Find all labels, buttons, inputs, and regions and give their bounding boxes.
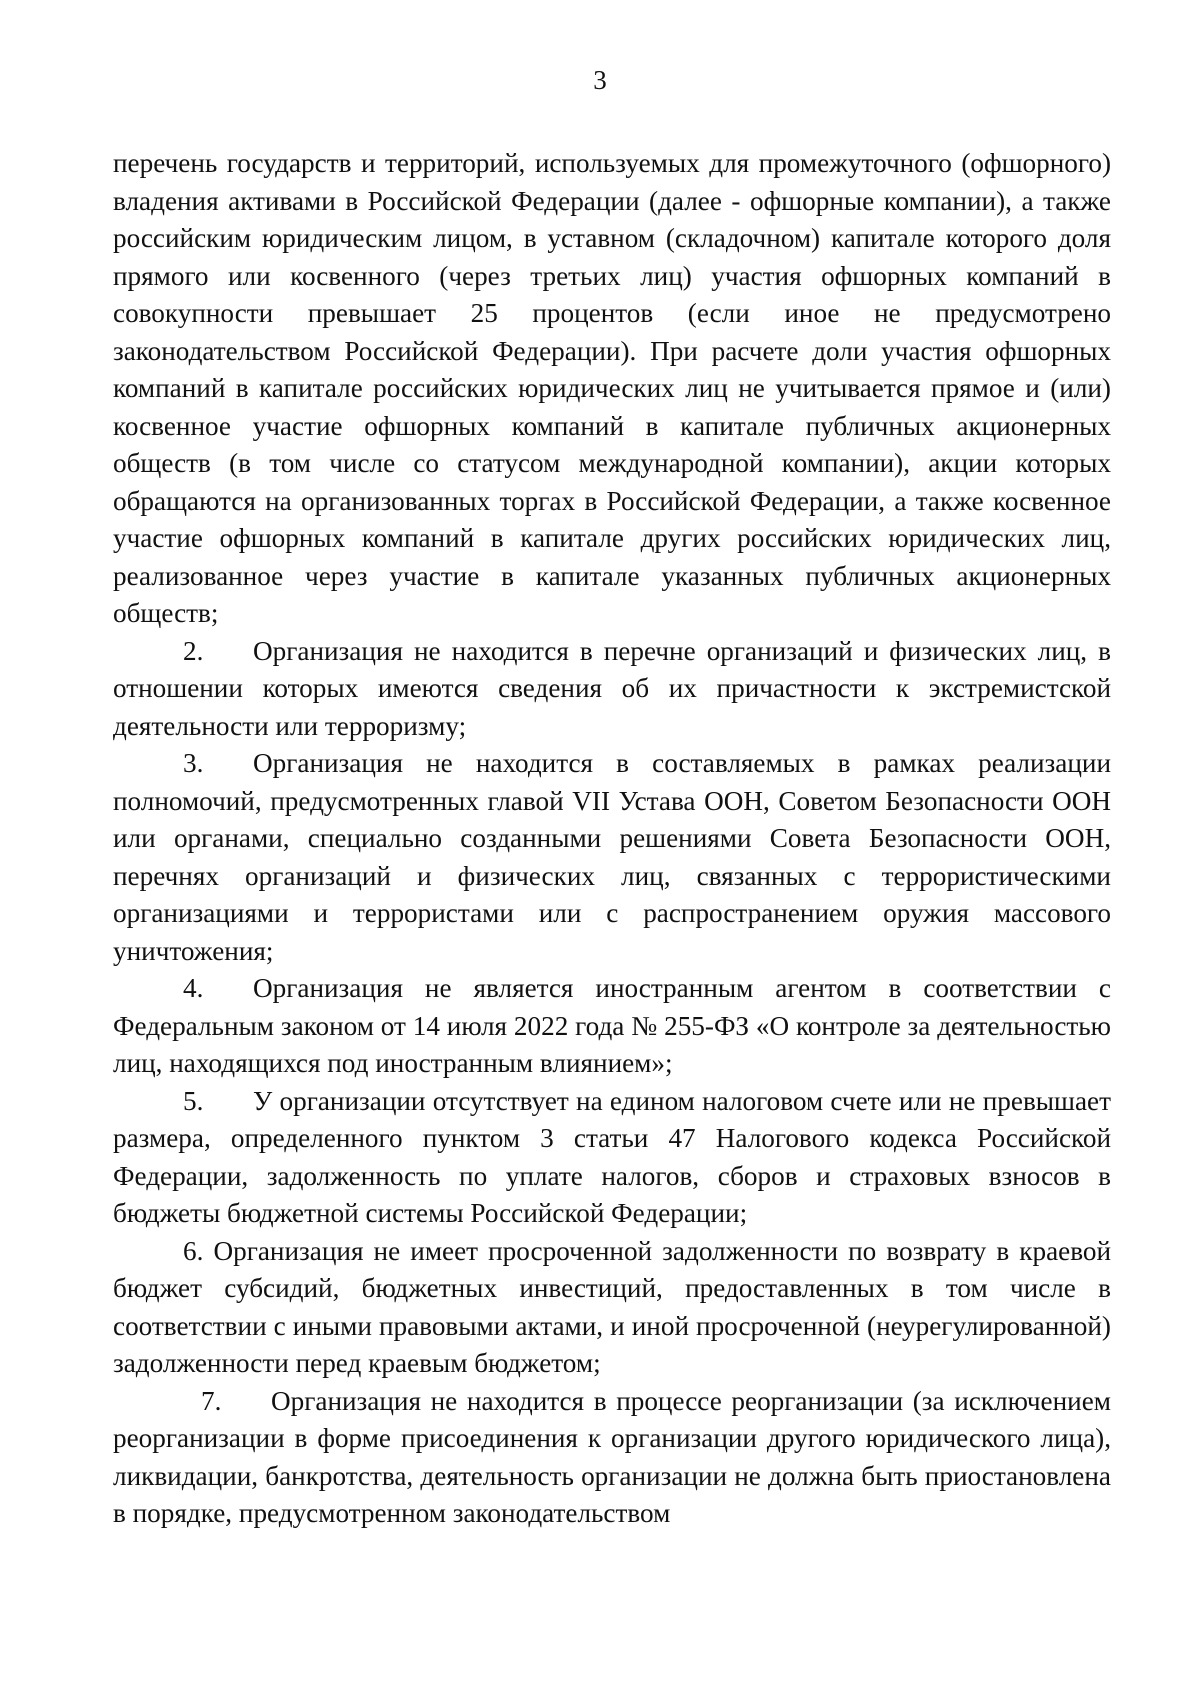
- item-number: 5.: [183, 1085, 204, 1116]
- paragraph-item-5: [113, 1083, 1111, 1233]
- paragraph-item-7: [113, 1383, 1111, 1533]
- paragraph-offshore-continuation: перечень государств и территорий, используемых для промежуточного (офшорного) владения активами в Российской Федерации (далее - офшорные компании), а также российским юридическим лицом, в уставном (складочном) капитале которого доля прямого или косвенного (через третьих лиц) участия офшорных компаний в совокупности превышает 25 процентов (если иное не предусмотрено законодательством Российской Федерации). При расчете доли участия офшорных компаний в капитале российских юридических лиц не учитывается прямое и (или) косвенное участие офшорных компаний в капитале публичных акционерных обществ (в том числе со статусом международной компании), акции которых обращаются на организованных торгах в Российской Федерации, а также косвенное участие офшорных компаний в капитале других российских юридических лиц, реализованное через участие в капитале указанных публичных акционерных обществ;: [113, 148, 1111, 628]
- document-body: [113, 145, 1111, 1533]
- item-number: 3.: [183, 748, 204, 778]
- paragraph-item-2: [113, 633, 1111, 746]
- paragraph-text: Организация не является иностранным агентом в соответствии с Федеральным законом от 14 июля 2022 года № 255-ФЗ «О контроле за деятельностью лиц, находящихся под иностранным влиянием»;: [113, 973, 1111, 1078]
- paragraph-text: Организация не находится в перечне организаций и физических лиц, в отношении которых имеются сведения об их причастности к экстремистской деятельности или терроризму;: [113, 635, 1111, 741]
- paragraph-text: У организации отсутствует на едином налоговом счете или не превышает размера, определенного пунктом 3 статьи 47 Налогового кодекса Российской Федерации, задолженность по уплате налогов, сборов и страховых взносов в бюджеты бюджетной системы Российской Федерации;: [113, 1085, 1111, 1228]
- paragraph-item-3: [113, 745, 1111, 970]
- paragraph-item-6: 6. Организация не имеет просроченной задолженности по возврату в краевой бюджет субсидий, бюджетных инвестиций, предоставленных в том числе в соответствии с иными правовыми актами, и иной просроченной (неурегулированной) задолженности перед краевым бюджетом;: [113, 1235, 1111, 1378]
- paragraph-text: Организация не находится в процессе реорганизации (за исключением реорганизации в форме присоединения к организации другого юридического лица), ликвидации, банкротства, деятельность организации не должна быть приостановлена в порядке, предусмотренном законодательством: [113, 1385, 1111, 1528]
- item-number: 7.: [201, 1385, 222, 1416]
- item-number: 4.: [183, 973, 204, 1003]
- item-number: 2.: [183, 635, 204, 666]
- paragraph-item-4: [113, 970, 1111, 1083]
- paragraph-text: Организация не находится в составляемых в рамках реализации полномочий, предусмотренных главой VII Устава ООН, Советом Безопасности ООН или органами, специально созданными решениями Совета Безопасности ООН, перечнях организаций и физических лиц, связанных с террористическими организациями и террористами или с распространением оружия массового уничтожения;: [113, 748, 1111, 966]
- page-number: 3: [593, 65, 607, 95]
